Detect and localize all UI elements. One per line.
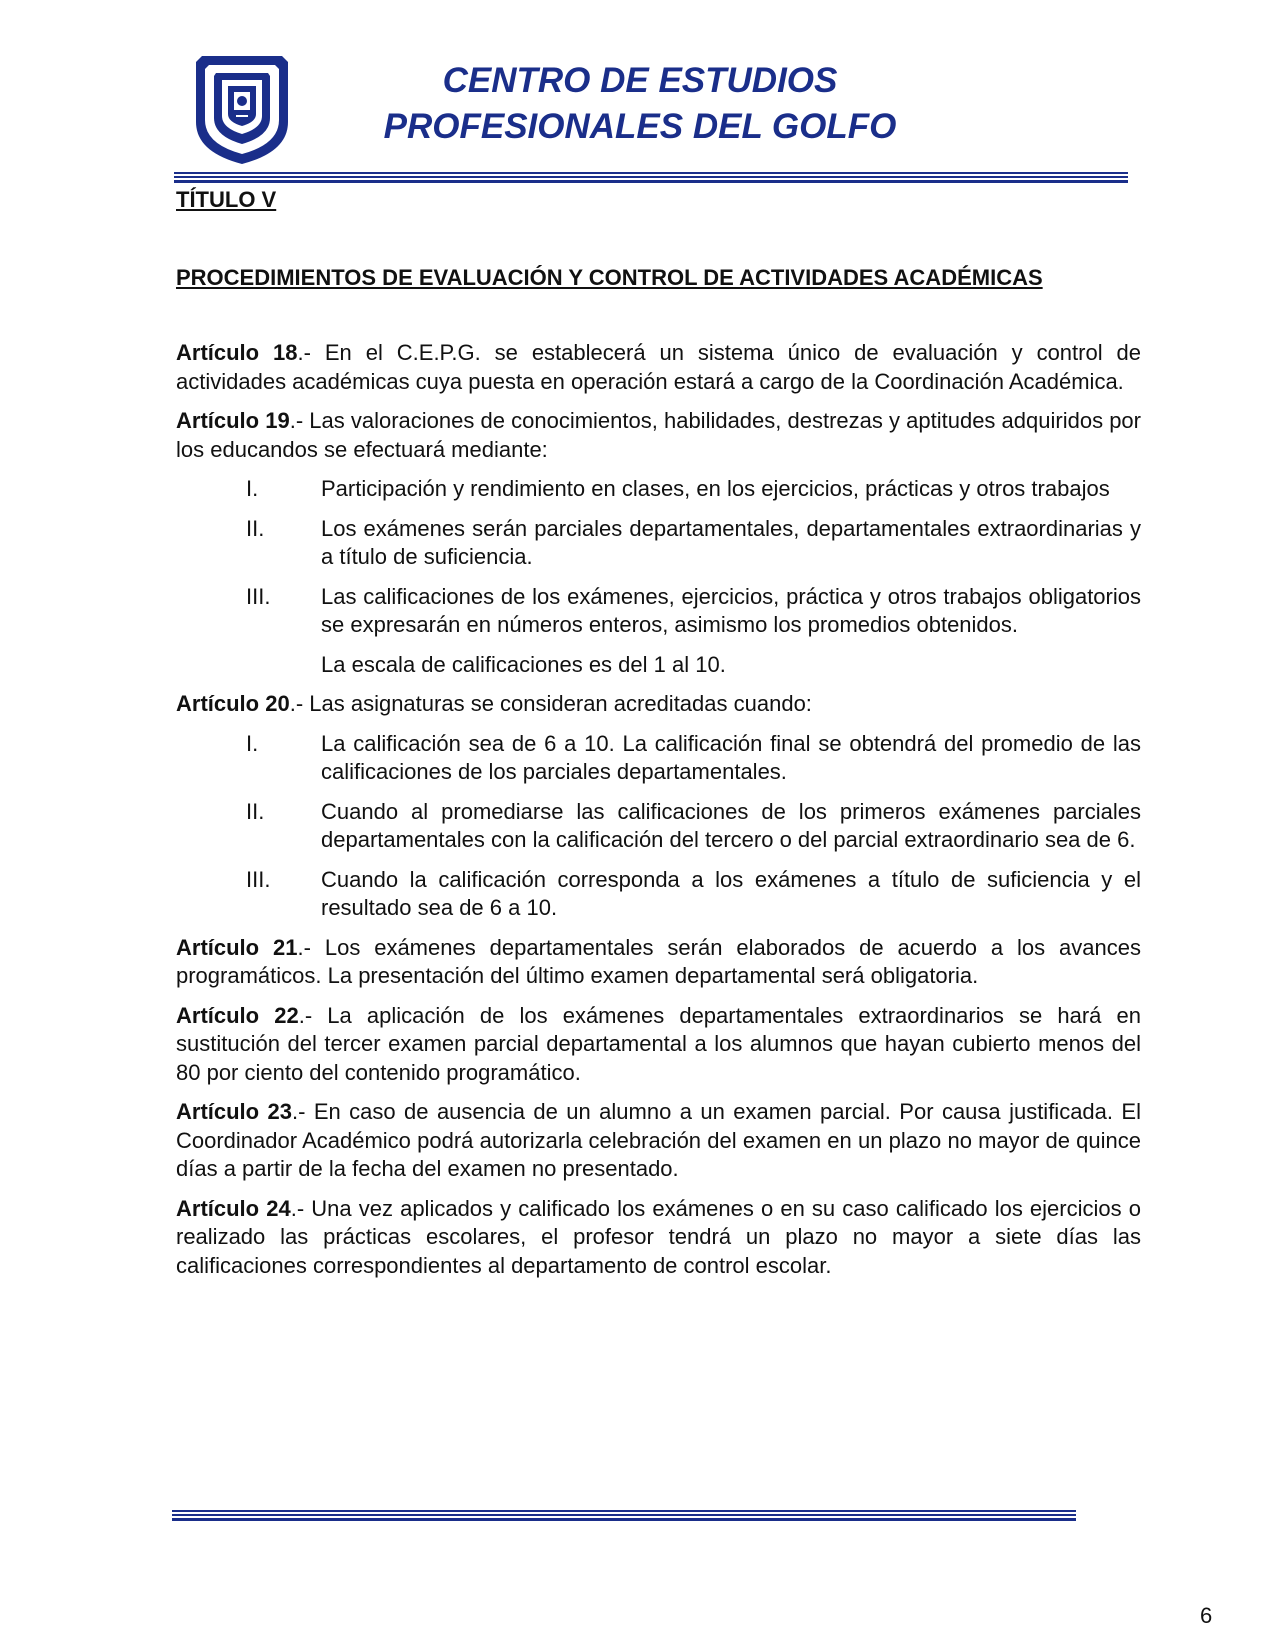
article-text: .- La aplicación de los exámenes departamentales extraordinarios se hará en sustitución del tercer examen parcial departamental a los alumnos que hayan cubierto menos del 80 por ciento del contenido programático. <box>176 1002 1141 1085</box>
article-label: Artículo 24 <box>176 1195 291 1221</box>
institution-name-line2: PROFESIONALES DEL GOLFO <box>383 107 897 146</box>
list-item-number: II. <box>246 798 265 824</box>
article-label: Artículo 22 <box>176 1002 299 1028</box>
document-body <box>176 186 1141 1280</box>
article-label: Artículo 20 <box>176 691 290 716</box>
page-number: 6 <box>1200 1603 1213 1628</box>
list-item <box>176 475 1141 504</box>
article-text: .- Los exámenes departamentales serán elaborados de acuerdo a los avances programáticos. La presentación del último examen departamental será obligatoria. <box>176 934 1141 988</box>
article-23 <box>176 1098 1141 1184</box>
article-label: Artículo 19 <box>176 408 290 433</box>
list-item-number: II. <box>246 515 265 541</box>
list-item <box>176 583 1141 640</box>
list-item-number: I. <box>246 730 259 756</box>
article-21 <box>176 934 1141 991</box>
article-text: .- Las asignaturas se consideran acreditadas cuando: <box>289 691 812 716</box>
article-label: Artículo 21 <box>176 934 298 960</box>
list-item-text: La calificación sea de 6 a 10. La calificación final se obtendrá del promedio de las calificaciones de los parciales departamentales. <box>321 730 1141 784</box>
grading-scale-note: La escala de calificaciones es del 1 al 10. <box>321 651 726 677</box>
title-heading: TÍTULO V <box>176 187 277 212</box>
article-22 <box>176 1002 1141 1088</box>
list-item <box>176 515 1141 572</box>
article-label: Artículo 23 <box>176 1099 292 1124</box>
article-19 <box>176 407 1141 464</box>
list-item-text: Cuando al promediarse las calificaciones de los primeros exámenes parciales departamentales con la calificación del tercero o del parcial extraordinario sea de 6. <box>321 798 1141 852</box>
list-item-text: Los exámenes serán parciales departamentales, departamentales extraordinarias y a título de suficiencia. <box>321 515 1141 569</box>
institution-logo <box>192 52 292 168</box>
institution-name <box>300 58 980 150</box>
article-text: .- Una vez aplicados y calificado los exámenes o en su caso calificado los ejercicios o realizado las prácticas escolares, el profesor tendrá un plazo no mayor a siete días las calificaciones correspondientes al departamento de control escolar. <box>176 1195 1141 1278</box>
list-item <box>176 798 1141 855</box>
list-item-text: Participación y rendimiento en clases, en los ejercicios, prácticas y otros trabajos <box>321 476 1110 501</box>
list-item-number: I. <box>246 476 259 501</box>
article-label: Artículo 18 <box>176 340 298 365</box>
article-text: .- En caso de ausencia de un alumno a un examen parcial. Por causa justificada. El Coordinador Académico podrá autorizarla celebración del examen en un plazo no mayor de quince días a partir de la fecha del examen no presentado. <box>176 1099 1141 1181</box>
list-item <box>176 866 1141 923</box>
footer-rule <box>172 1510 1076 1521</box>
list-item-text: Cuando la calificación corresponda a los exámenes a título de suficiencia y el resultado sea de 6 a 10. <box>321 866 1141 920</box>
list-item-number: III. <box>246 583 271 609</box>
list-item-number: III. <box>246 866 271 892</box>
article-text: .- Las valoraciones de conocimientos, habilidades, destrezas y aptitudes adquiridos por los educandos se efectuará mediante: <box>176 408 1141 462</box>
section-heading: PROCEDIMIENTOS DE EVALUACIÓN Y CONTROL DE ACTIVIDADES ACADÉMICAS <box>176 264 1043 290</box>
article-text: .- En el C.E.P.G. se establecerá un sistema único de evaluación y control de actividades académicas cuya puesta en operación estará a cargo de la Coordinación Académica. <box>176 340 1141 394</box>
list-item-text: Las calificaciones de los exámenes, ejercicios, práctica y otros trabajos obligatorios se expresarán en números enteros, asimismo los promedios obtenidos. <box>321 583 1141 637</box>
article-24 <box>176 1195 1141 1281</box>
list-item <box>176 730 1141 787</box>
article-18 <box>176 339 1141 396</box>
header-rule <box>174 172 1128 183</box>
institution-name-line1: CENTRO DE ESTUDIOS <box>442 61 838 100</box>
article-20 <box>176 690 1141 719</box>
